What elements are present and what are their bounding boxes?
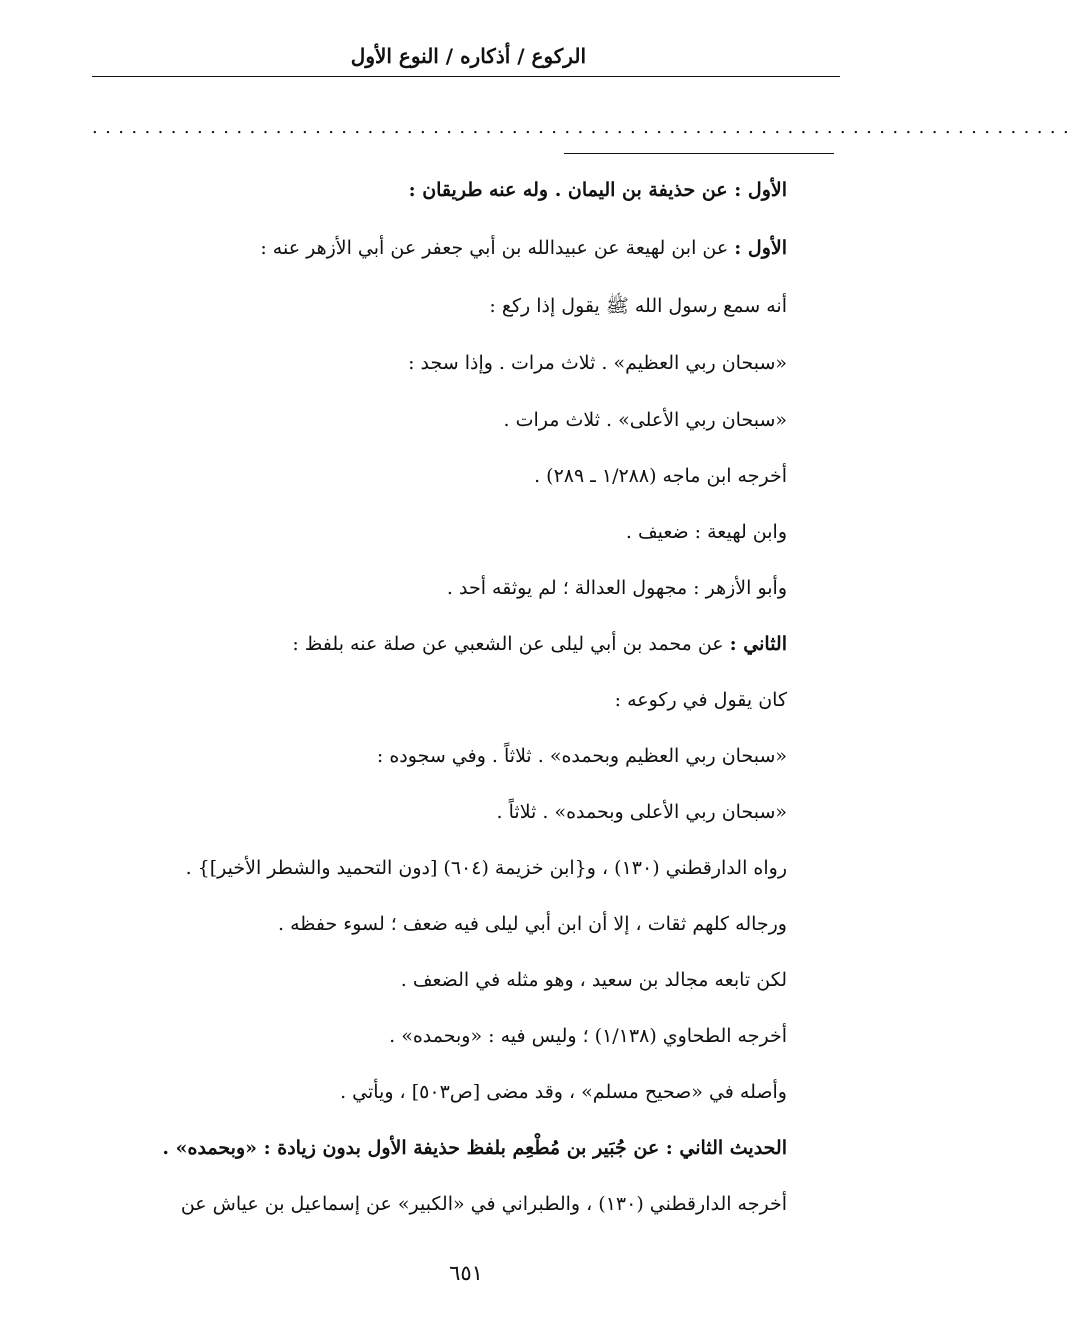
text-line [92,286,787,326]
page-number: ٦٥١ [449,1261,483,1285]
text-line-rest: أخرجه الدارقطني (١٣٠) ، والطبراني في «الكبير» عن إسماعيل بن عياش عن [180,1193,787,1215]
text-line-lead: الأول : عن حذيفة بن اليمان . وله عنه طريقان : [408,179,787,201]
text-line-rest: «سبحان ربي العظيم وبحمده» . ثلاثاً . وفي سجوده : [376,745,787,767]
text-line-rest: وأصله في «صحيح مسلم» ، وقد مضى [ص٥٠٣] ، ويأتي . [340,1081,787,1103]
text-line [92,680,787,720]
text-line [92,792,787,832]
text-line-lead: الأول : [734,237,787,259]
text-line [92,960,787,1000]
text-line-rest: «سبحان ربي الأعلى وبحمده» . ثلاثاً . [496,801,787,823]
text-line-rest: كان يقول في ركوعه : [614,689,787,711]
text-line [92,343,787,383]
text-line [92,456,787,496]
text-line-rest: «سبحان ربي العظيم» . ثلاث مرات . وإذا سجد : [408,352,787,374]
text-line [92,1184,787,1224]
text-line [92,1016,787,1056]
text-line-rest: عن ابن لهيعة عن عبيدالله بن أبي جعفر عن أبي الأزهر عنه : [260,237,735,259]
text-line-lead: الحديث الثاني : عن جُبَير بن مُطْعِم بلفظ حذيفة الأول بدون زيادة : «وبحمده» . [162,1137,787,1159]
running-header-title: الركوع / أذكاره / النوع الأول [350,44,586,68]
header-rule [92,76,840,77]
text-line [92,848,787,888]
text-line-rest: وأبو الأزهر : مجهول العدالة ؛ لم يوثقه أحد . [446,577,787,599]
text-line [92,624,787,664]
text-line [92,228,787,268]
text-line [92,512,787,552]
text-line-rest: «سبحان ربي الأعلى» . ثلاث مرات . [503,409,787,431]
text-line-rest: أنه سمع رسول الله ﷺ يقول إذا ركع : [489,295,787,317]
text-line-rest: ورجاله كلهم ثقات ، إلا أن ابن أبي ليلى فيه ضعف ؛ لسوء حفظه . [278,913,787,935]
text-line-rest: رواه الدارقطني (١٣٠) ، و{ابن خزيمة (٦٠٤) [دون التحميد والشطر الأخير]} . [185,857,787,879]
dotted-separator: ........................................................................... [92,117,1076,138]
text-line [92,568,787,608]
text-line [92,170,787,210]
text-line [92,736,787,776]
text-line-rest: أخرجه الطحاوي (١/١٣٨) ؛ وليس فيه : «وبحمده» . [389,1025,787,1047]
text-line-lead: الثاني : [729,633,787,655]
text-line [92,904,787,944]
short-rule [564,153,834,154]
text-line-rest: عن محمد بن أبي ليلى عن الشعبي عن صلة عنه بلفظ : [292,633,730,655]
text-line-rest: وابن لهيعة : ضعيف . [625,521,787,543]
text-line-rest: لكن تابعه مجالد بن سعيد ، وهو مثله في الضعف . [400,969,787,991]
text-line [92,1072,787,1112]
text-line-rest: أخرجه ابن ماجه (١/٢٨٨ ـ ٢٨٩) . [534,465,787,487]
text-line [92,1128,787,1168]
text-line [92,400,787,440]
